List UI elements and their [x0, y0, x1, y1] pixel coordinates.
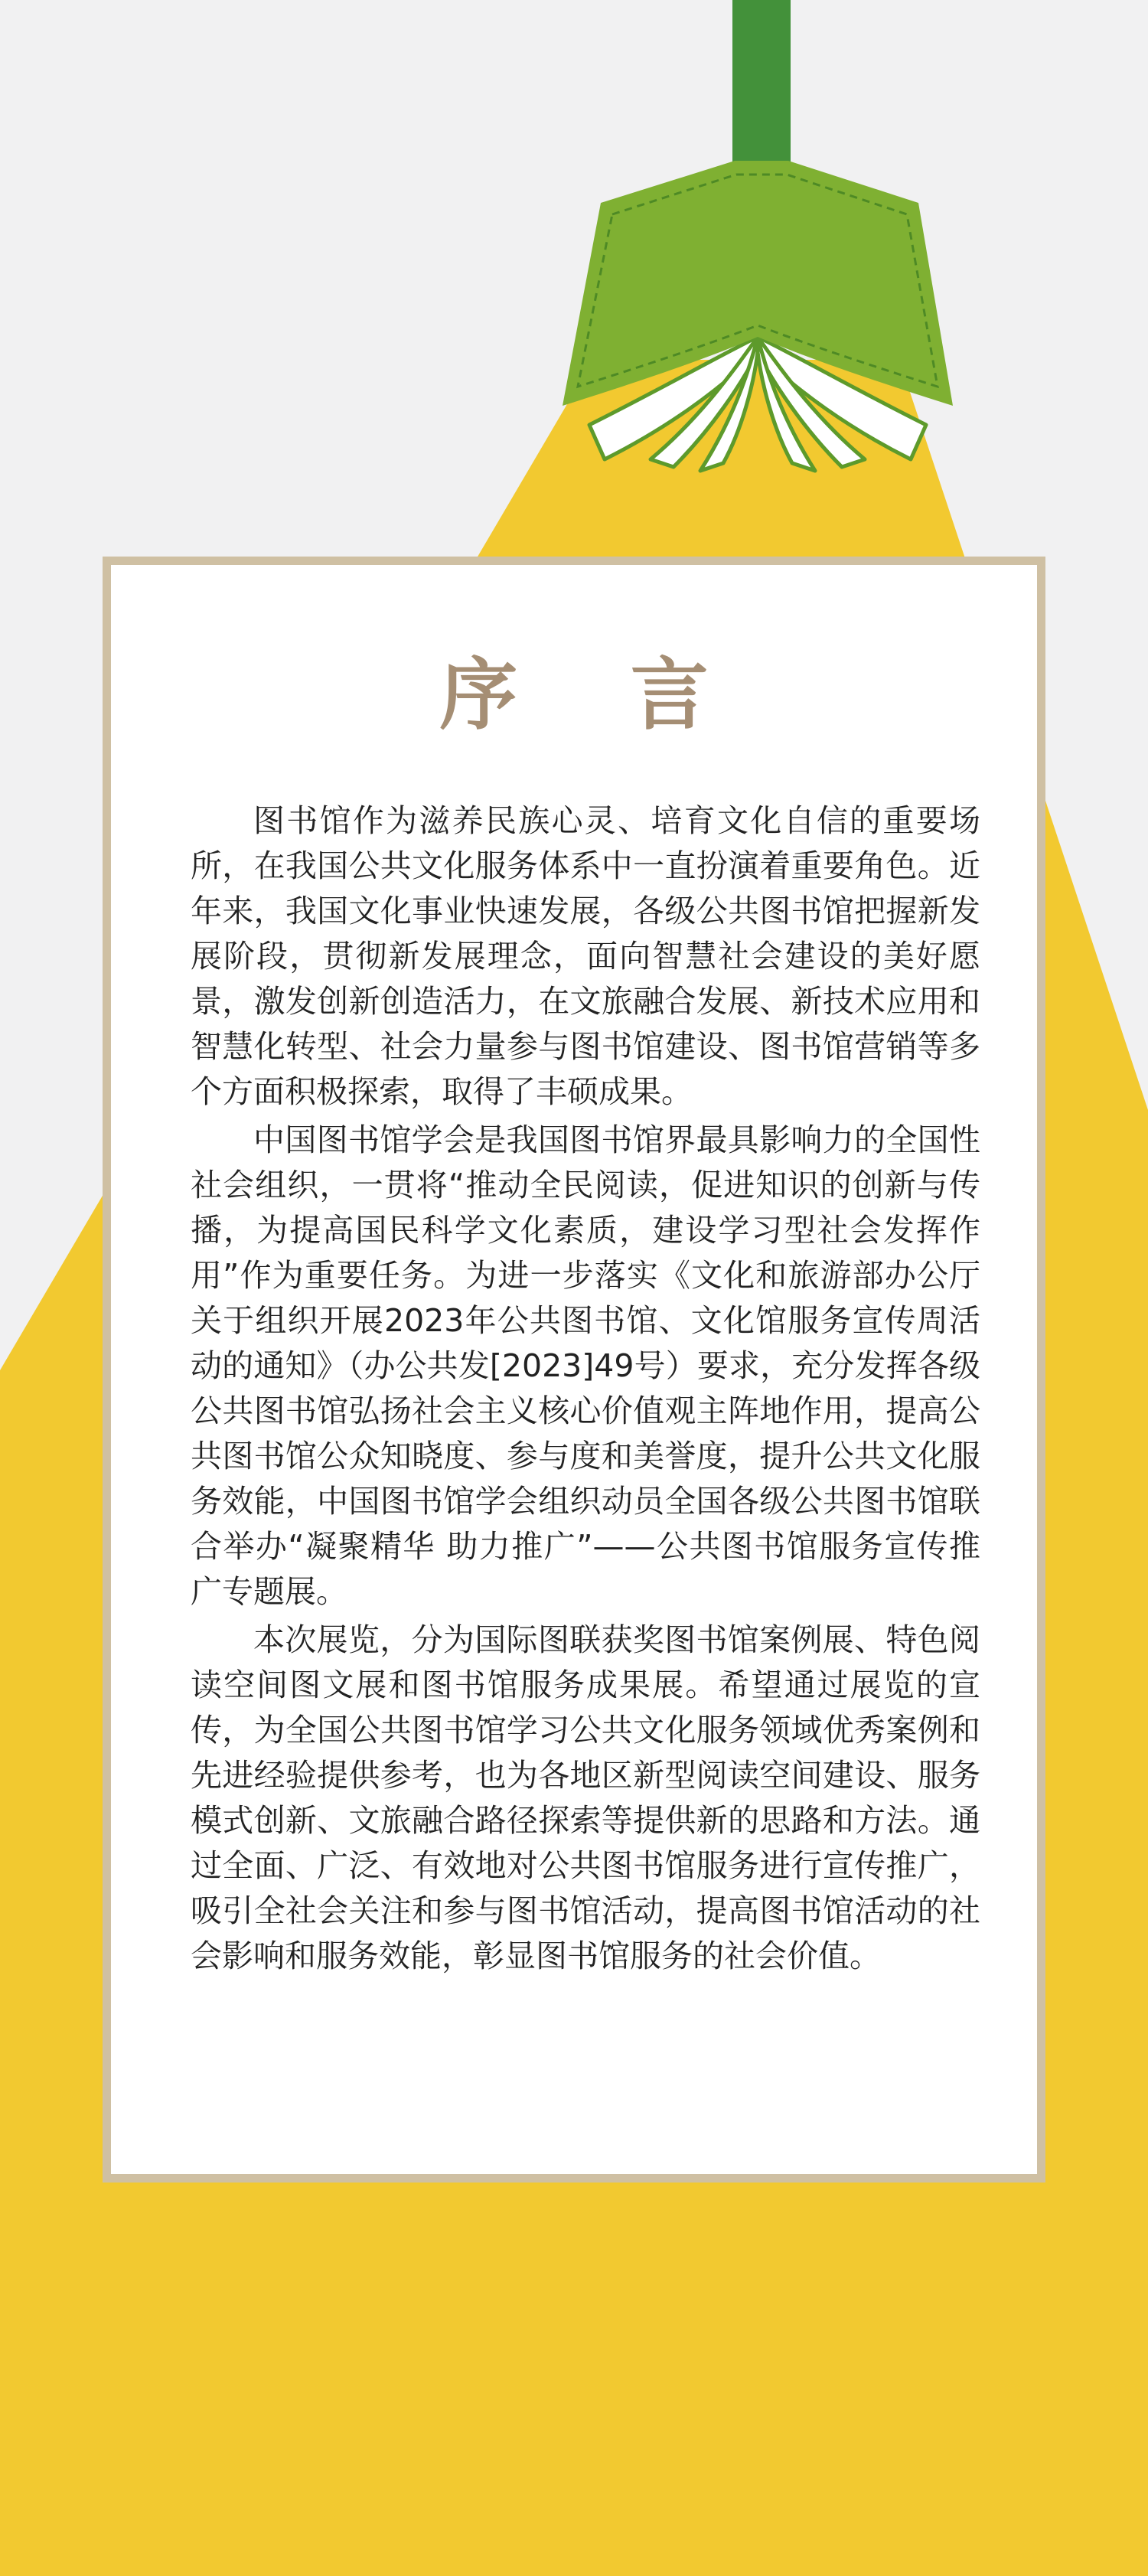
lamp-cord — [732, 0, 791, 176]
page-title: 序 言 — [439, 649, 752, 741]
paragraph-1: 图书馆作为滋养民族心灵、培育文化自信的重要场所，在我国公共文化服务体系中一直扮演着重要角色。近年来，我国文化事业快速发展，各级公共图书馆把握新发展阶段，贯彻新发展理念，面向智慧社会建设的美好愿景，激发创新创造活力，在文旅融合发展、新技术应用和智慧化转型、社会力量参与图书馆建设、图书馆营销等多个方面积极探索，取得了丰硕成果。 — [191, 802, 980, 1110]
paragraph-3: 本次展览，分为国际图联获奖图书馆案例展、特色阅读空间图文展和图书馆服务成果展。希望通过展览的宣传，为全国公共图书馆学习公共文化服务领域优秀案例和先进经验提供参考，也为各地区新型阅读空间建设、服务模式创新、文旅融合路径探索等提供新的思路和方法。通过全面、广泛、有效地对公共图书馆服务进行宣传推广，吸引全社会关注和参与图书馆活动，提高图书馆活动的社会影响和服务效能，彰显图书馆服务的社会价值。 — [191, 1621, 980, 1974]
preface-body — [191, 798, 980, 1982]
paragraph-2: 中国图书馆学会是我国图书馆界最具影响力的全国性社会组织，一贯将“推动全民阅读，促进知识的创新与传播，为提高国民科学文化素质，建设学习型社会发挥作用”作为重要任务。为进一步落实《文化和旅游部办公厅关于组织开展2023年公共图书馆、文化馆服务宣传周活动的通知》（办公共发[2023]49号）要求，充分发挥各级公共图书馆弘扬社会主义核心价值观主阵地作用，提高公共图书馆公众知晓度、参与度和美誉度，提升公共文化服务效能，中国图书馆学会组织动员全国各级公共图书馆联合举办“凝聚精华 助力推广”——公共图书馆服务宣传推广专题展。 — [191, 1121, 980, 1610]
preface-panel — [103, 557, 1045, 2183]
